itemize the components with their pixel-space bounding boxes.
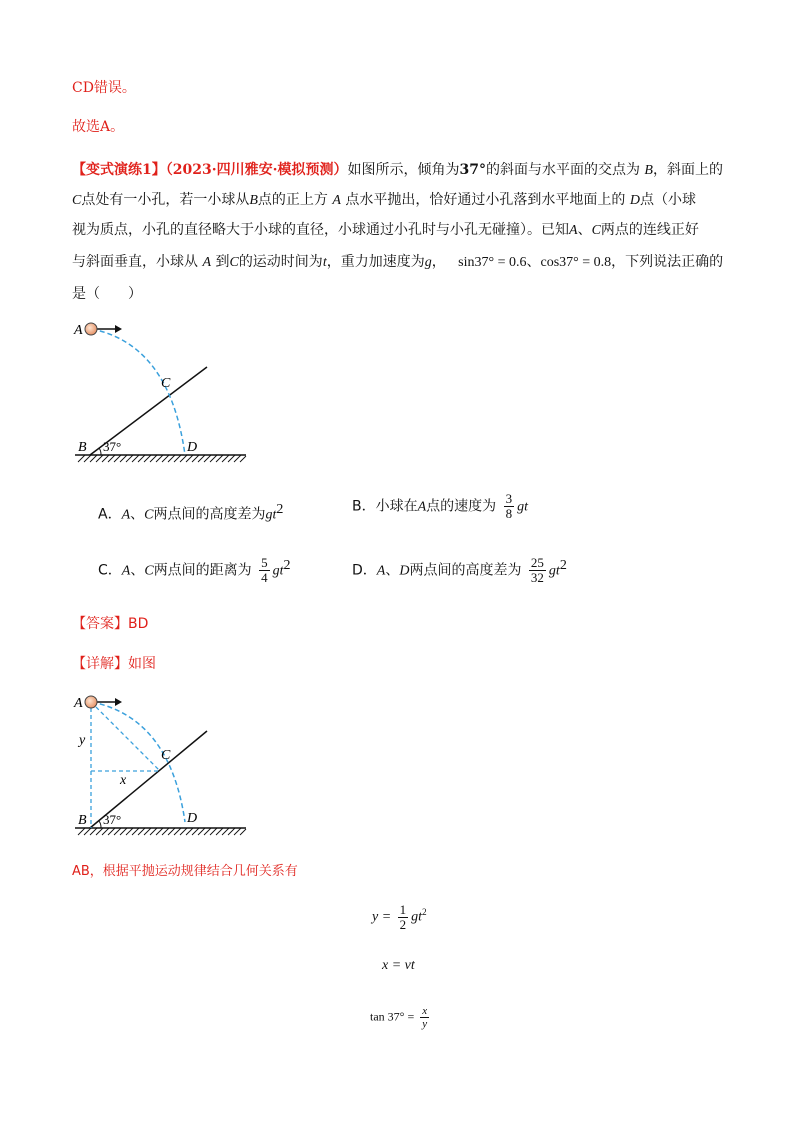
answer-label: 【答案】 xyxy=(72,616,128,632)
detail-line xyxy=(72,654,156,674)
ground-hatching xyxy=(78,828,246,835)
den: 32 xyxy=(530,570,544,586)
text: 点的正上方 xyxy=(257,192,328,208)
text: 点水平抛出，恰好通过小孔落到水平地面上的 xyxy=(345,192,626,208)
var-t: t xyxy=(322,255,327,270)
label-c: C xyxy=(161,748,171,763)
point-c: C xyxy=(144,507,154,523)
point-a: A xyxy=(569,223,578,238)
expr: gt xyxy=(272,563,284,579)
angle-arc xyxy=(99,448,101,455)
text: 点处有一小孔，若一小球从 xyxy=(81,192,250,208)
option-a xyxy=(98,500,283,526)
text: 、 xyxy=(526,254,541,270)
point-d: D xyxy=(629,193,640,208)
ground-hatching xyxy=(78,455,246,462)
label-a: A xyxy=(74,696,83,711)
text: 、 xyxy=(130,506,145,523)
problem-line-2 xyxy=(72,190,696,211)
text: ，斜面上的 xyxy=(652,162,723,178)
num: 5 xyxy=(261,555,268,571)
answer-value: BD xyxy=(128,616,149,632)
text: 两点间的距离为 xyxy=(153,562,252,579)
text: 两点间的高度差为 xyxy=(409,562,522,579)
text: 的运动时间为 xyxy=(238,254,323,270)
detail-label: 【详解】 xyxy=(72,656,128,672)
num: 1 xyxy=(399,902,407,917)
option-b-label: B． xyxy=(352,498,376,515)
option-d-label: D． xyxy=(352,562,377,579)
point-b: B xyxy=(644,163,653,178)
text: 点（小球 xyxy=(639,192,696,208)
cos-value: cos37° = 0.8 xyxy=(540,255,612,270)
text: 的斜面与水平面的交点为 xyxy=(485,162,640,178)
conclusion-line: CD错误。 xyxy=(72,80,136,96)
num: 3 xyxy=(505,491,513,506)
equation-3 xyxy=(370,1005,432,1030)
point-c: C xyxy=(229,255,239,270)
option-d xyxy=(352,556,567,585)
text: 、 xyxy=(385,562,400,579)
den: 8 xyxy=(505,506,513,521)
num: x xyxy=(422,1005,428,1017)
point-c: C xyxy=(72,193,82,208)
eq3-lhs: tan 37° = xyxy=(370,1009,415,1024)
sup: 2 xyxy=(276,502,284,517)
angle-arc xyxy=(99,821,101,828)
figure-1-incline-diagram xyxy=(70,315,255,465)
label-b: B xyxy=(78,440,87,455)
problem-source: （2023·四川雅安·模拟预测） xyxy=(165,162,348,178)
answer-line xyxy=(72,614,148,634)
eq1-rhs: gt xyxy=(411,909,423,925)
label-y: y xyxy=(79,733,86,748)
eq1-fraction xyxy=(398,903,409,932)
text: 如图所示，倾角为 xyxy=(347,162,460,178)
ball xyxy=(85,323,97,335)
ball xyxy=(85,696,97,708)
point-a: A xyxy=(121,507,131,523)
sin-value: sin37° = 0.6 xyxy=(458,255,527,270)
problem-line-4 xyxy=(72,252,723,273)
option-a-label: A． xyxy=(98,506,122,523)
solution-intro: AB，根据平抛运动规律结合几何关系有 xyxy=(72,864,298,879)
ac-dashed-line xyxy=(91,702,160,771)
equation-1 xyxy=(372,903,427,932)
text: 点的速度为 xyxy=(426,498,497,515)
point-d: D xyxy=(399,563,410,579)
problem-line-1 xyxy=(72,160,723,181)
expr: gt xyxy=(265,507,277,523)
den: 2 xyxy=(399,917,407,932)
trajectory-path xyxy=(92,329,185,455)
trajectory-path xyxy=(92,702,185,822)
text: 视为质点，小孔的直径略大于小球的直径，小球通过小孔时与小孔无碰撞）。已知 xyxy=(72,222,569,238)
eq1-lhs: y = xyxy=(372,909,392,925)
den: 4 xyxy=(261,570,268,586)
label-b: B xyxy=(78,813,87,828)
text: 两点的连线正好 xyxy=(600,222,699,238)
point-c: C xyxy=(144,563,154,579)
point-a: A xyxy=(376,563,386,579)
text: 到 xyxy=(215,254,230,270)
equation-2: x = vt xyxy=(382,958,415,973)
fraction-c xyxy=(259,556,270,585)
fraction-b xyxy=(504,492,515,521)
expr: gt xyxy=(517,499,529,515)
label-x: x xyxy=(120,773,127,788)
text: 与斜面垂直，小球从 xyxy=(72,254,198,270)
sup: 2 xyxy=(559,558,567,573)
text: ，重力加速度为 xyxy=(326,254,425,270)
label-a: A xyxy=(74,323,83,338)
figure-2-solution-diagram xyxy=(70,688,255,838)
sup: 2 xyxy=(283,558,291,573)
choice-line: 故选A。 xyxy=(72,119,125,135)
text: 两点间的高度差为 xyxy=(153,506,266,523)
text: ， xyxy=(431,254,446,270)
option-b xyxy=(352,492,528,521)
point-a: A xyxy=(202,255,212,270)
label-angle: 37° xyxy=(103,439,122,454)
den: y xyxy=(422,1018,428,1030)
problem-line-5: 是（ ） xyxy=(72,286,142,302)
label-d: D xyxy=(187,440,198,455)
arrow-head xyxy=(115,325,122,333)
text: 、 xyxy=(130,562,145,579)
label-d: D xyxy=(187,811,198,826)
expr: gt xyxy=(548,563,560,579)
point-a: A xyxy=(121,563,131,579)
problem-tag: 【变式演练1】 xyxy=(72,162,166,178)
problem-line-3 xyxy=(72,220,699,241)
text: 小球在 xyxy=(375,498,418,515)
angle-value: 37° xyxy=(459,162,486,178)
eq3-fraction xyxy=(420,1005,429,1030)
text: 、 xyxy=(577,222,592,238)
label-c: C xyxy=(161,376,171,391)
arrow-head xyxy=(115,698,122,706)
label-angle: 37° xyxy=(103,812,122,827)
text: ，下列说法正确的 xyxy=(611,254,724,270)
point-b: B xyxy=(249,193,258,208)
option-c xyxy=(98,556,291,585)
point-c: C xyxy=(591,223,601,238)
fraction-d xyxy=(529,556,546,585)
point-a: A xyxy=(332,193,341,208)
option-c-label: C． xyxy=(98,562,122,579)
detail-value: 如图 xyxy=(128,656,156,672)
var-g: g xyxy=(424,255,432,270)
num: 25 xyxy=(530,555,544,571)
point-a: A xyxy=(417,499,427,515)
sup: 2 xyxy=(422,907,427,918)
